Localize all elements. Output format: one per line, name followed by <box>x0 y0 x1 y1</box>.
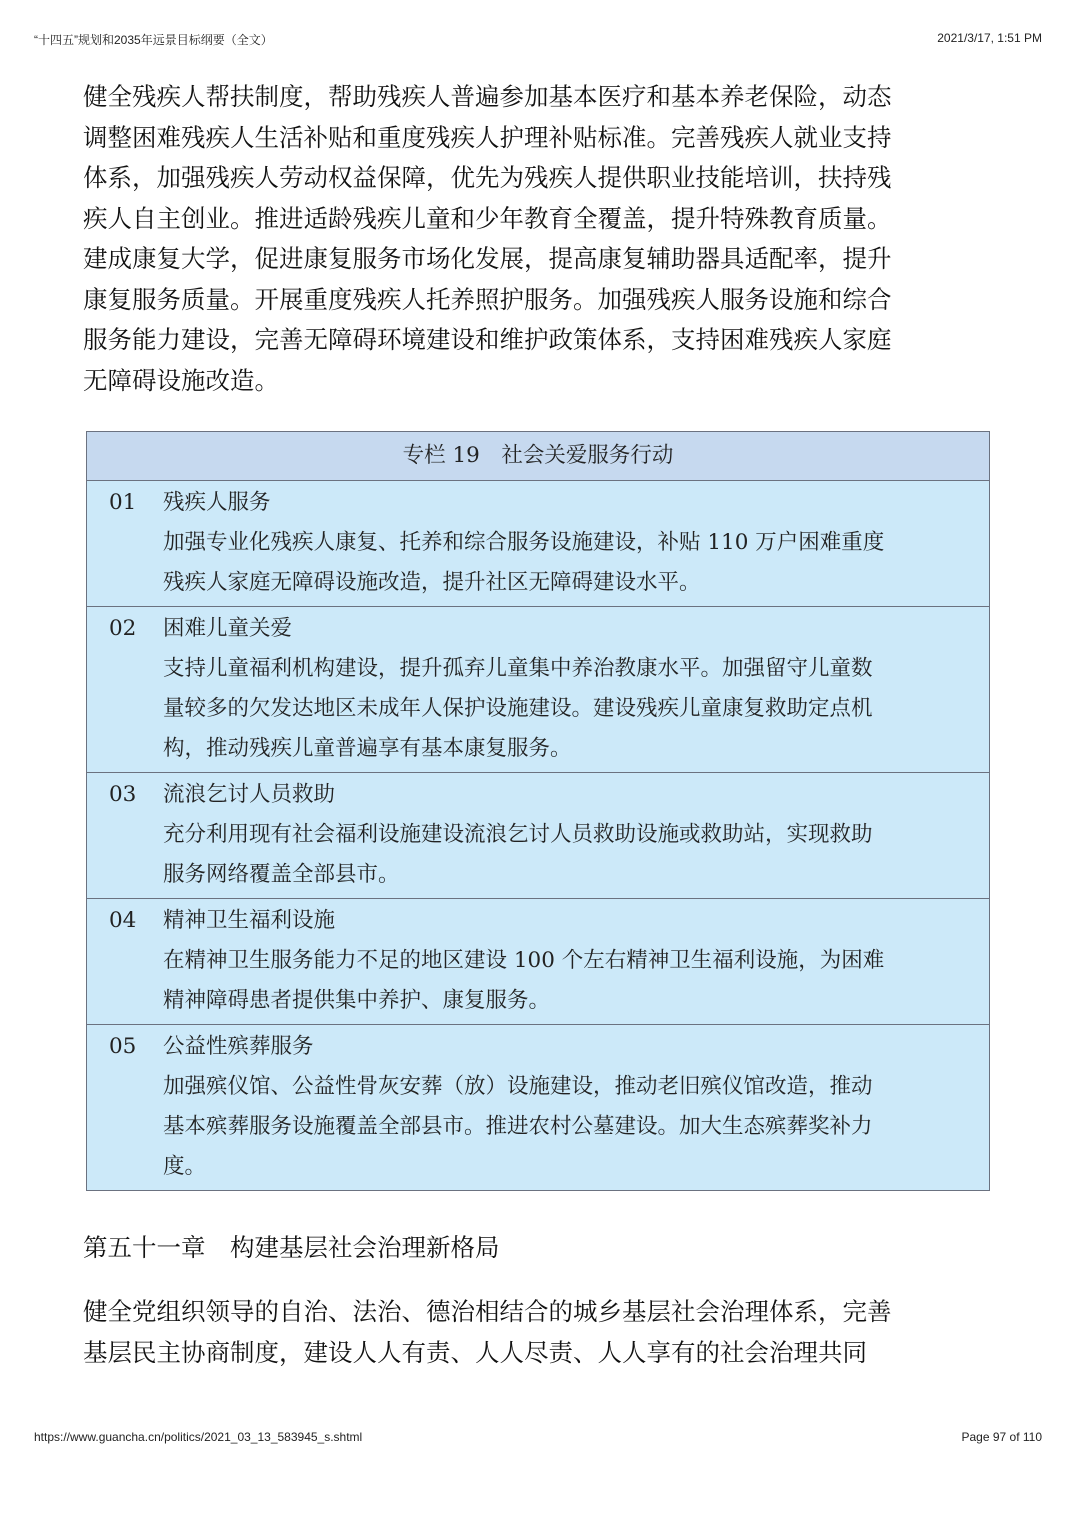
feature-box-row <box>87 481 989 607</box>
outro-paragraph <box>83 1292 993 1373</box>
row-body <box>87 941 989 1021</box>
row-title: 公益性殡葬服务 <box>163 1034 314 1059</box>
row-number: 04 <box>109 908 137 933</box>
text-line: 基层民主协商制度，建设人人有责、人人尽责、人人享有的社会治理共同 <box>83 1337 867 1367</box>
row-head <box>87 483 989 523</box>
row-head <box>87 901 989 941</box>
text-line: 精神障碍患者提供集中养护、康复服务。 <box>163 988 551 1013</box>
text-line: 充分利用现有社会福利设施建设流浪乞讨人员救助设施或救助站，实现救助 <box>163 822 873 847</box>
text-line: 量较多的欠发达地区未成年人保护设施建设。建设残疾儿童康复救助定点机 <box>163 696 873 721</box>
page-footer-url: https://www.guancha.cn/politics/2021_03_13_583945_s.shtml <box>34 1430 363 1444</box>
chapter-heading: 第五十一章 构建基层社会治理新格局 <box>83 1233 500 1262</box>
feature-box-title: 专栏 19 社会关爱服务行动 <box>87 432 989 481</box>
page-header-title: “十四五”规划和2035年远景目标纲要（全文） <box>34 33 273 47</box>
feature-box-row <box>87 899 989 1025</box>
text-line: 度。 <box>163 1154 207 1179</box>
feature-box-row <box>87 773 989 899</box>
text-line: 加强专业化残疾人康复、托养和综合服务设施建设，补贴 110 万户困难重度 <box>163 530 885 555</box>
text-line: 体系，加强残疾人劳动权益保障，优先为残疾人提供职业技能培训，扶持残 <box>83 163 892 192</box>
text-line: 健全党组织领导的自治、法治、德治相结合的城乡基层社会治理体系，完善 <box>83 1297 892 1326</box>
text-line: 疾人自主创业。推进适龄残疾儿童和少年教育全覆盖，提升特殊教育质量。 <box>83 203 892 233</box>
feature-box <box>86 431 990 1191</box>
text-line: 支持儿童福利机构建设，提升孤弃儿童集中养治教康水平。加强留守儿童数 <box>163 656 873 681</box>
row-body <box>87 815 989 895</box>
row-body <box>87 523 989 603</box>
text-line: 服务能力建设，完善无障碍环境建设和维护政策体系，支持困难残疾人家庭 <box>83 325 892 354</box>
row-number: 05 <box>109 1034 137 1059</box>
row-title: 困难儿童关爱 <box>163 616 293 641</box>
text-line: 服务网络覆盖全部县市。 <box>163 862 400 887</box>
feature-box-row <box>87 1025 989 1190</box>
text-line: 建成康复大学，促进康复服务市场化发展，提高康复辅助器具适配率，提升 <box>83 244 892 273</box>
row-number: 03 <box>109 782 137 807</box>
page-footer-page-number: Page 97 of 110 <box>961 1430 1042 1444</box>
row-body <box>87 1067 989 1187</box>
text-line: 基本殡葬服务设施覆盖全部县市。推进农村公墓建设。加大生态殡葬奖补力 <box>163 1114 873 1139</box>
text-line: 健全残疾人帮扶制度，帮助残疾人普遍参加基本医疗和基本养老保险，动态 <box>83 82 892 111</box>
row-head <box>87 609 989 649</box>
row-title: 残疾人服务 <box>163 490 271 515</box>
text-line: 构，推动残疾儿童普遍享有基本康复服务。 <box>163 736 572 761</box>
row-number: 02 <box>109 616 137 641</box>
intro-paragraph <box>83 77 993 401</box>
row-head <box>87 1027 989 1067</box>
row-number: 01 <box>109 490 137 515</box>
text-line: 加强殡仪馆、公益性骨灰安葬（放）设施建设，推动老旧殡仪馆改造，推动 <box>163 1074 873 1099</box>
row-title: 流浪乞讨人员救助 <box>163 782 336 807</box>
row-title: 精神卫生福利设施 <box>163 908 336 933</box>
text-line: 康复服务质量。开展重度残疾人托养照护服务。加强残疾人服务设施和综合 <box>83 284 892 314</box>
feature-box-rows <box>87 481 989 1190</box>
text-line: 调整困难残疾人生活补贴和重度残疾人护理补贴标准。完善残疾人就业支持 <box>83 122 892 152</box>
text-line: 残疾人家庭无障碍设施改造，提升社区无障碍建设水平。 <box>163 570 701 595</box>
row-body <box>87 649 989 769</box>
text-line: 在精神卫生服务能力不足的地区建设 100 个左右精神卫生福利设施，为困难 <box>163 948 885 973</box>
text-line: 无障碍设施改造。 <box>83 365 279 395</box>
feature-box-row <box>87 607 989 773</box>
row-head <box>87 775 989 815</box>
page-header-datetime: 2021/3/17, 1:51 PM <box>937 31 1042 45</box>
